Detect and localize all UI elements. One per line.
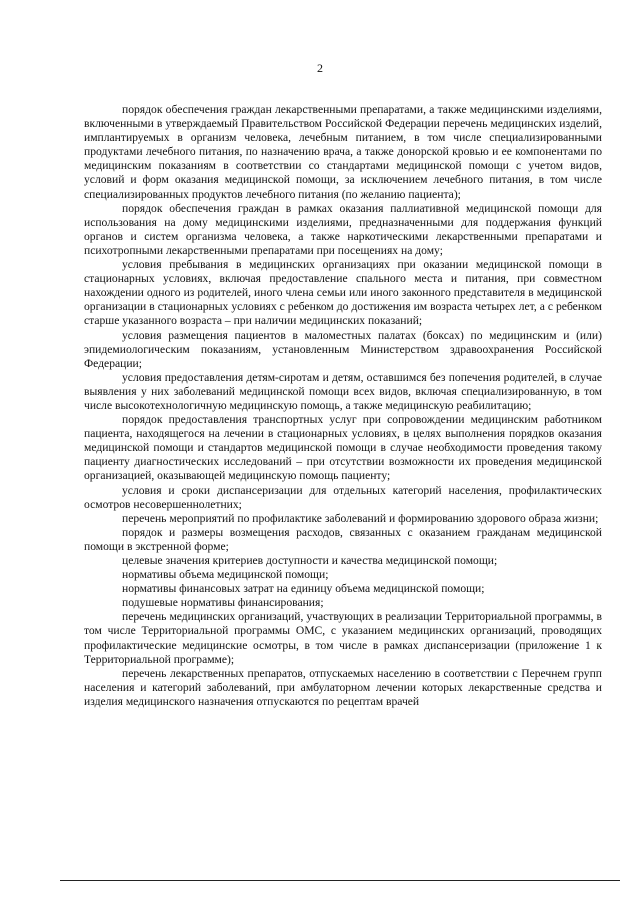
paragraph: перечень лекарственных препаратов, отпускаемых населению в соответствии с Перечнем групп населения и категорий заболеваний, при амбулаторном лечении которых лекарственные средства и изделия медицинского назначения отпускаются по рецептам врачей	[84, 666, 602, 708]
document-body	[84, 103, 602, 709]
scan-bottom-edge-line	[60, 880, 620, 881]
paragraph: перечень мероприятий по профилактике заболеваний и формированию здорового образа жизни;	[122, 511, 599, 525]
paragraph: подушевые нормативы финансирования;	[122, 596, 324, 610]
paragraph: перечень медицинских организаций, участвующих в реализации Территориальной программы, в том числе Территориальной программы ОМС, с указанием медицинских организаций, проводящих профилактические медицинские осмотры, в том числе в рамках диспансеризации (приложение 1 к Территориальной программе);	[84, 610, 602, 666]
paragraph: порядок обеспечения граждан лекарственными препаратами, а также медицинскими изделиями, включенными в утверждаемый Правительством Российской Федерации перечень медицинских изделий, имплантируемых в организм человека, лечебным питанием, в том числе специализированными продуктами лечебного питания, по назначению врача, а также донорской кровью и ее компонентами по медицинским показаниям в соответствии со стандартами медицинской помощи с учетом видов, условий и форм оказания медицинской помощи, за исключением лечебного питания, в том числе специализированных продуктов лечебного питания (по желанию пациента);	[84, 103, 602, 201]
paragraph: нормативы объема медицинской помощи;	[122, 568, 329, 582]
page-number: 2	[317, 61, 323, 75]
paragraph: условия предоставления детям-сиротам и детям, оставшимся без попечения родителей, в случае выявления у них заболеваний медицинской помощи всех видов, включая специализированную, в том числе высокотехнологичную медицинскую помощь, а также медицинскую реабилитацию;	[84, 370, 602, 412]
paragraph: целевые значения критериев доступности и качества медицинской помощи;	[122, 554, 498, 567]
paragraph: порядок обеспечения граждан в рамках оказания паллиативной медицинской помощи для использования на дому медицинскими изделиями, предназначенными для поддержания функций органов и систем организма человека, а также наркотическими лекарственными препаратами и психотропными лекарственными препаратами при посещениях на дому;	[84, 201, 602, 257]
paragraph: нормативы финансовых затрат на единицу объема медицинской помощи;	[122, 582, 485, 596]
paragraph: порядок предоставления транспортных услуг при сопровождении медицинским работником пациента, находящегося на лечении в стационарных условиях, в целях выполнения порядков оказания медицинской помощи и стандартов медицинской помощи в случае необходимости проведения такому пациенту диагностических исследований – при отсутствии возможности их проведения медицинской организацией, оказывающей медицинскую помощь пациенту;	[84, 413, 602, 483]
paragraph: порядок и размеры возмещения расходов, связанных с оказанием гражданам медицинской помощи в экстренной форме;	[84, 525, 602, 553]
paragraph: условия пребывания в медицинских организациях при оказании медицинской помощи в стационарных условиях, включая предоставление спального места и питания, при совместном нахождении одного из родителей, иного члена семьи или иного законного представителя в медицинской организации в стационарных условиях с ребенком до достижения им возраста четырех лет, а с ребенком старше указанного возраста – при наличии медицинских показаний;	[84, 258, 602, 328]
paragraph: условия размещения пациентов в маломестных палатах (боксах) по медицинским и (или) эпидемиологическим показаниям, установленным Министерством здравоохранения Российской Федерации;	[84, 328, 602, 370]
paragraph: условия и сроки диспансеризации для отдельных категорий населения, профилактических осмотров несовершеннолетних;	[84, 483, 602, 511]
